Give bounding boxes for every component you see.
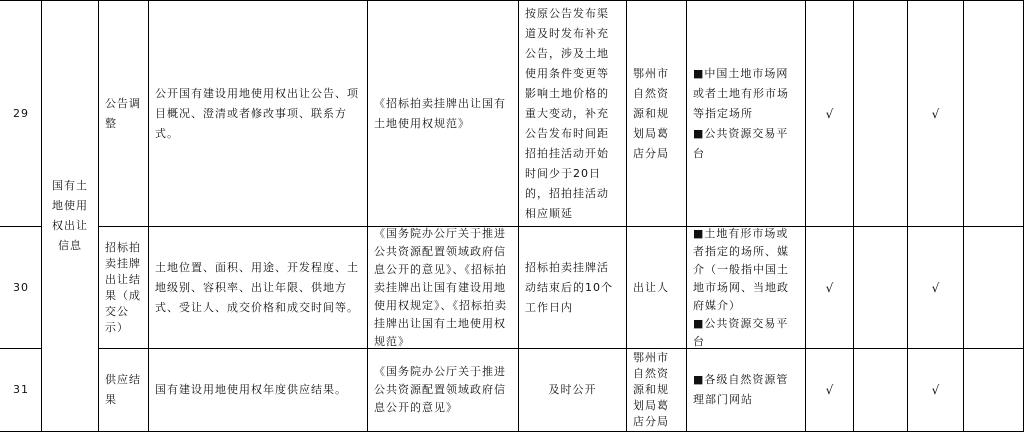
check-mark: √ [931, 280, 940, 295]
row-number-text: 31 [13, 383, 29, 396]
category-cell [42, 1, 98, 431]
check-mark: √ [931, 383, 940, 397]
row-number-text: 29 [13, 106, 29, 120]
check-cell [806, 1, 853, 226]
check-cell [908, 227, 963, 348]
channel-cell [687, 349, 805, 431]
item-text: 招标拍卖挂牌出让结果（成交公示） [105, 240, 141, 334]
timeline-text: 按原公告发布渠道及时发布补充公告，涉及土地使用条件变更等影响土地价格的重大变动，补充公告发布时间距招拍挂活动开始时间少于20日的，招拍挂活动相应顺延 [525, 6, 609, 220]
row-number [1, 349, 41, 431]
row-number [1, 227, 41, 348]
content-cell [149, 227, 367, 348]
basis-cell [368, 227, 518, 348]
check-cell [806, 227, 853, 348]
check-mark: √ [825, 280, 834, 295]
org-cell [627, 1, 686, 226]
org-cell [627, 227, 686, 348]
check-cell [806, 349, 853, 431]
basis-cell [368, 1, 518, 226]
channel-text: ■各级自然资源管理部门网站 [693, 373, 789, 406]
org-text: 鄂州市自然资源和规划局葛店分局 [633, 351, 669, 428]
timeline-cell [519, 1, 626, 226]
channel-text: ■中国土地市场网或者土地有形市场等指定场所 [693, 66, 789, 120]
basis-text: 《国务院办公厅关于推进公共资源配置领域政府信息公开的意见》、《招标拍卖挂牌出让国有建设用地使用权规定》、《招标拍卖挂牌出让国有土地使用权规范》 [374, 227, 507, 348]
basis-text: 《招标拍卖挂牌出让国有土地使用权规范》 [374, 96, 506, 130]
org-text: 出让人 [633, 280, 669, 294]
channel-text: ■公共资源交易平台 [693, 126, 789, 160]
timeline-cell [519, 349, 626, 431]
basis-text: 《国务院办公厅关于推进公共资源配置领域政府信息公开的意见》 [374, 365, 506, 414]
timeline-text: 及时公开 [548, 383, 597, 396]
channel-text: ■公共资源交易平台 [693, 316, 789, 348]
content-cell [149, 349, 367, 431]
basis-cell [368, 349, 518, 431]
row-number-text: 30 [13, 280, 29, 294]
org-cell [627, 349, 686, 431]
check-mark: √ [825, 383, 834, 397]
item-text: 供应结果 [105, 373, 141, 406]
channel-cell [687, 1, 805, 226]
content-cell [149, 1, 367, 226]
column-divider [853, 0, 854, 432]
check-cell [908, 349, 963, 431]
org-text: 鄂州市自然资源和规划局葛店分局 [633, 66, 669, 160]
item-cell [99, 349, 148, 431]
channel-cell [687, 227, 805, 348]
content-text: 土地位置、面积、用途、开发程度、土地级别、容积率、出让年限、供地方式、受让人、成交价格和成交时间等。 [155, 260, 359, 314]
category-label: 国有土地使用权出让信息 [52, 179, 88, 252]
check-cell [908, 1, 963, 226]
content-text: 公开国有建设用地使用权出让公告、项目概况、澄清或者修改事项、联系方式。 [155, 86, 359, 140]
item-text: 公告调整 [105, 96, 141, 130]
channel-text: ■土地有形市场或者指定的场所、媒介（一般指中国土地市场网、当地政府媒介） [693, 227, 789, 312]
timeline-text: 招标拍卖挂牌活动结束后的10个工作日内 [525, 260, 613, 314]
row-number [1, 1, 41, 226]
column-divider [963, 0, 964, 432]
check-mark: √ [825, 106, 834, 121]
content-text: 国有建设用地使用权年度供应结果。 [155, 383, 347, 396]
timeline-cell [519, 227, 626, 348]
item-cell [99, 1, 148, 226]
check-mark: √ [931, 106, 940, 121]
item-cell [99, 227, 148, 348]
